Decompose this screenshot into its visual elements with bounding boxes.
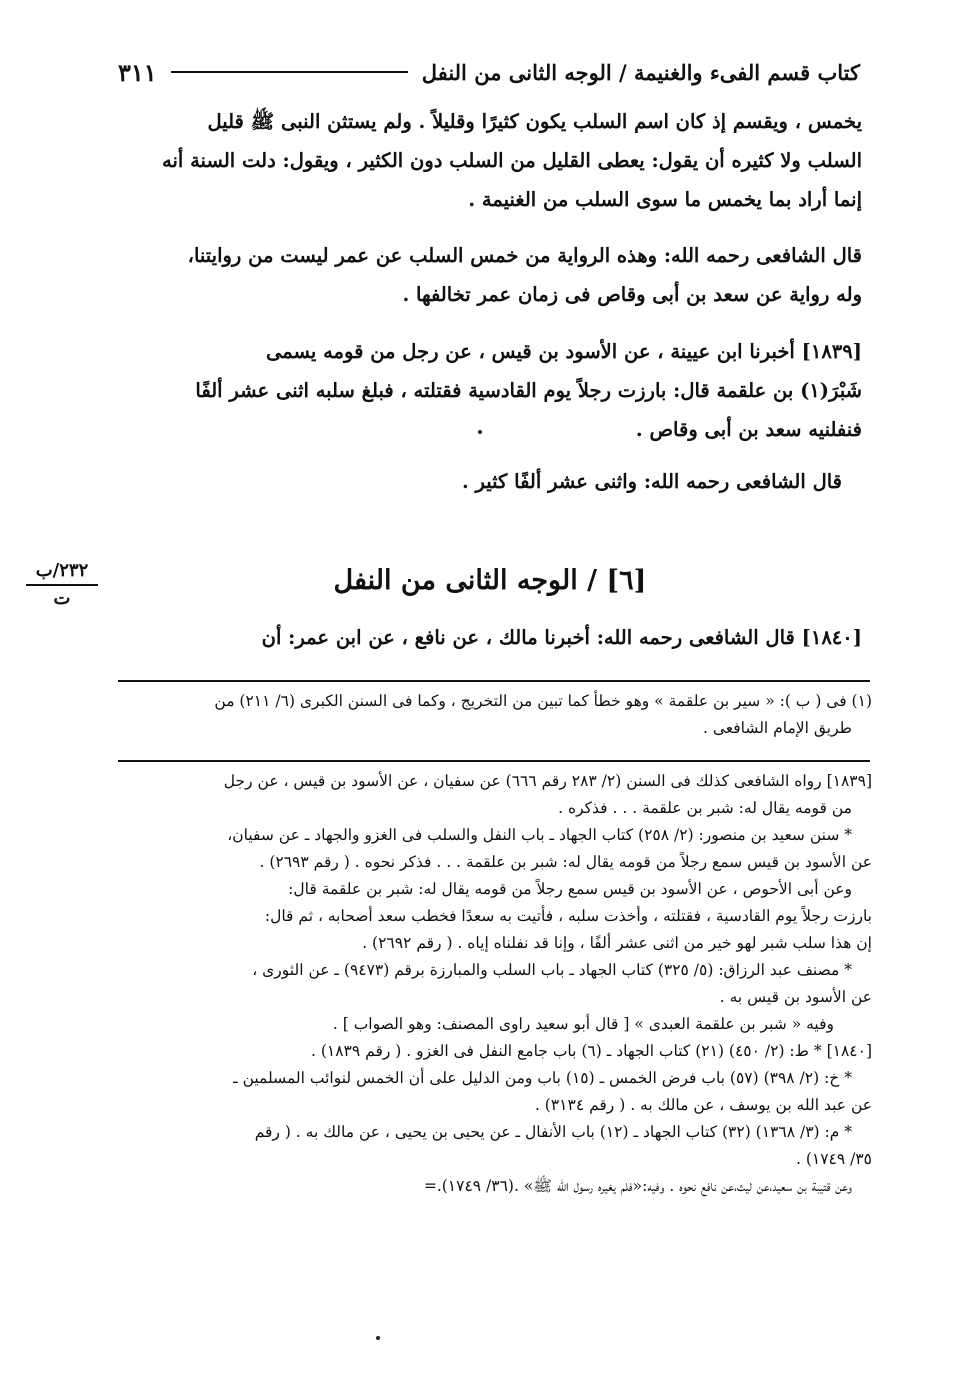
- text-line: يخمس ، ويقسم إذ كان اسم السلب يكون كثيرًا وقليلاً . ولم يستثن النبى ﷺ قليل: [207, 110, 862, 133]
- text-line: قال الشافعى رحمه الله: وهذه الرواية من خمس السلب عن عمر ليست من روايتنا،: [187, 244, 862, 267]
- footnote-1: [120, 688, 872, 742]
- section-title: [٦] / الوجه الثانى من النفل: [333, 565, 647, 596]
- text-line: [١٨٣٩] أخبرنا ابن عيينة ، عن الأسود بن قيس ، عن رجل من قومه يسمى: [265, 340, 862, 363]
- takhrij-line: وعن قتيبة بن سعيد،عن ليث،عن نافع نحوه . وفيه:«فلم يغيره رسول الله ﷺ» .(٣٦/ ١٧٤٩).=: [423, 1177, 852, 1195]
- takhrij-line: عن الأسود بن قيس سمع رجلاً من قومه يقال له: شبر بن علقمة . . . فذكر نحوه . ( رقم ٢٦٩٣) .: [259, 853, 872, 871]
- takhrij-line: * خ: (٢/ ٣٩٨) (٥٧) باب فرض الخمس ـ (١٥) باب ومن الدليل على أن الخمس لنوائب المسلمين ـ: [233, 1069, 852, 1087]
- takhrij-notes: [120, 768, 872, 1200]
- takhrij-line: * م: (٣/ ١٣٦٨) (٣٢) كتاب الجهاد ـ (١٢) باب الأنفال ـ عن يحيى بن يحيى ، عن مالك به . ( رقم: [254, 1123, 852, 1141]
- takhrij-line: بارزت رجلاً يوم القادسية ، فقتلته ، وأخذت سلبه ، فأتيت به سعدًا فخطب سعد أصحابه ، ثم قال:: [264, 907, 872, 925]
- takhrij-line: عن الأسود بن قيس به .: [719, 988, 872, 1006]
- takhrij-line: * سنن سعيد بن منصور: (٢/ ٢٥٨) كتاب الجهاد ـ باب النفل والسلب فى الغزو والجهاد ـ عن سفيان،: [227, 826, 852, 844]
- takhrij-line: وعن أبى الأحوص ، عن الأسود بن قيس سمع رجلاً من قومه يقال له: شبر بن علقمة قال:: [288, 880, 852, 898]
- takhrij-line: من قومه يقال له: شبر بن علقمة . . . فذكره .: [558, 799, 852, 817]
- margin-note-rule: [26, 584, 98, 586]
- takhrij-line: [١٨٣٩] رواه الشافعى كذلك فى السنن (٢/ ٢٨٣ رقم ٦٦٦) عن سفيان ، عن الأسود بن قيس ، عن رجل: [223, 772, 872, 790]
- ink-speck: [376, 1336, 380, 1340]
- paragraph-2: [118, 236, 862, 314]
- page-number: ٣١١: [118, 57, 157, 87]
- paragraph-5: [118, 618, 862, 657]
- takhrij-line: * مصنف عبد الرزاق: (٥/ ٣٢٥) كتاب الجهاد ـ باب السلب والمبارزة برقم (٩٤٧٣) ـ عن الثورى ،: [252, 961, 852, 979]
- margin-note-bottom: ت: [53, 588, 71, 609]
- footnote-line: (١) فى ( ب ): « سير بن علقمة » وهو خطأ كما تبين من التخريج ، وكما فى السنن الكبرى (٦/ ٢١١) من: [214, 692, 872, 710]
- takhrij-line: [١٨٤٠] * ط: (٢/ ٤٥٠) (٢١) كتاب الجهاد ـ (٦) باب جامع النفل فى الغزو . ( رقم ١٨٣٩) .: [310, 1042, 872, 1060]
- header-title: كتاب قسم الفىء والغنيمة / الوجه الثانى من النفل: [421, 59, 860, 85]
- ink-speck: [478, 430, 482, 434]
- footnote-divider: [118, 680, 870, 682]
- takhrij-line: ٣٥/ ١٧٤٩) .: [795, 1150, 872, 1168]
- text-line: إنما أراد بما يخمس ما سوى السلب من الغنيمة .: [468, 188, 862, 211]
- text-line: قال الشافعى رحمه الله: واثنى عشر ألفًا كثير .: [461, 470, 842, 493]
- margin-note-top: ٢٣٢/ب: [35, 560, 89, 581]
- text-line: فنفلنيه سعد بن أبى وقاص .: [635, 418, 862, 441]
- takhrij-line: عن عبد الله بن يوسف ، عن مالك به . ( رقم ٣١٣٤) .: [534, 1096, 872, 1114]
- paragraph-3: [118, 332, 862, 449]
- running-header: [118, 54, 860, 90]
- margin-folio-note: [22, 560, 102, 609]
- paragraph-1: [118, 102, 862, 219]
- paragraph-4: [118, 462, 862, 501]
- takhrij-divider: [118, 760, 870, 762]
- takhrij-line: وفيه « شبر بن علقمة العبدى » [ قال أبو سعيد راوى المصنف: وهو الصواب ] .: [332, 1015, 834, 1033]
- header-rule: [171, 71, 408, 73]
- text-line: شَبْرَ(١) بن علقمة قال: بارزت رجلاً يوم القادسية فقتلته ، فبلغ سلبه اثنى عشر ألفًا: [195, 379, 862, 402]
- footnote-line: طريق الإمام الشافعى .: [703, 719, 852, 737]
- text-line: وله رواية عن سعد بن أبى وقاص فى زمان عمر تخالفها .: [402, 283, 862, 306]
- takhrij-line: إن هذا سلب شبر لهو خير من اثنى عشر ألفًا ، وإنا قد نفلناه إياه . ( رقم ٢٦٩٢) .: [362, 934, 872, 952]
- text-line: السلب ولا كثيره أن يقول: يعطى القليل من السلب دون الكثير ، ويقول: دلت السنة أنه: [162, 149, 862, 172]
- text-line: [١٨٤٠] قال الشافعى رحمه الله: أخبرنا مالك ، عن نافع ، عن ابن عمر: أن: [261, 626, 862, 649]
